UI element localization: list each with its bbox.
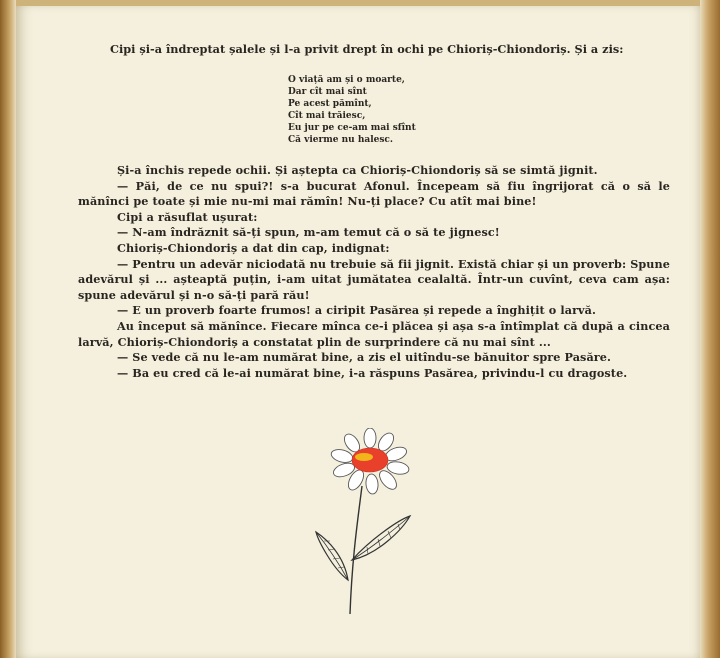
daisy-illustration	[312, 428, 422, 618]
paragraph: — Ba eu cred că le-ai numărat bine, i-a răspuns Pasărea, privindu-l cu dragoste.	[117, 365, 628, 380]
paragraph: — E un proverb foarte frumos! a ciripit Pasărea și repede a înghițit o larvă.	[117, 303, 597, 318]
poem-line: Că vierme nu halesc.	[288, 135, 394, 145]
poem-line: Cît mai trăiesc,	[288, 111, 366, 121]
book-spine-edge	[0, 0, 16, 658]
paragraph: — Se vede că nu le-am numărat bine, a zis el uitîndu-se bănuitor spre Pasăre.	[117, 350, 612, 365]
paragraph: Cipi a răsuflat ușurat:	[117, 209, 258, 224]
paragraph: — N-am îndrăznit să-ți spun, m-am temut că o să te jignesc!	[117, 225, 500, 240]
poem-line: Dar cît mai sînt	[288, 87, 367, 97]
paragraph: Au început să mănînce. Fiecare mînca ce-i plăcea și așa s-a întîmplat că după a cincea larvă, Chioriș-Chiondoriș a constatat plin de surprindere că nu mai sînt ...	[78, 318, 670, 349]
daisy-pollen-icon	[355, 453, 373, 461]
poem-line: Eu jur pe ce-am mai sfînt	[288, 123, 416, 133]
paragraph: Chioriș-Chiondoriș a dat din cap, indignat:	[117, 240, 390, 255]
daisy-center-icon	[352, 448, 388, 472]
paragraph: — Pentru un adevăr niciodată nu trebuie să fii jignit. Există chiar și un proverb: Spune adevărul și ... așteaptă puțin, i-am uitat jumătatea cealaltă. Într-un cuvînt, ceva cam așa: spune adevărul și n-o să-ți pară rău!	[78, 256, 670, 302]
poem	[288, 74, 416, 146]
paragraph: — Păi, de ce nu spui?! s-a bucurat Afonul. Începeam să fiu îngrijorat că o să le mănînci pe toate și mie nu-mi mai rămîn! Nu-ți place? Cu atît mai bine!	[78, 178, 670, 209]
flower-stem	[350, 486, 362, 614]
leaf-right-icon	[352, 516, 410, 560]
poem-line: O viață am și o moarte,	[288, 75, 405, 85]
intro-line: Cipi și-a îndreptat șalele și l-a privit drept în ochi pe Chioriș-Chiondoriș. Și a zis:	[110, 42, 624, 56]
poem-line: Pe acest pămînt,	[288, 99, 372, 109]
paragraph: Și-a închis repede ochii. Și aștepta ca Chioriș-Chiondoriș să se simtă jignit.	[117, 163, 598, 177]
page-stack-edge	[700, 0, 720, 658]
story-text	[78, 163, 670, 381]
leaf-left-icon	[316, 532, 348, 580]
